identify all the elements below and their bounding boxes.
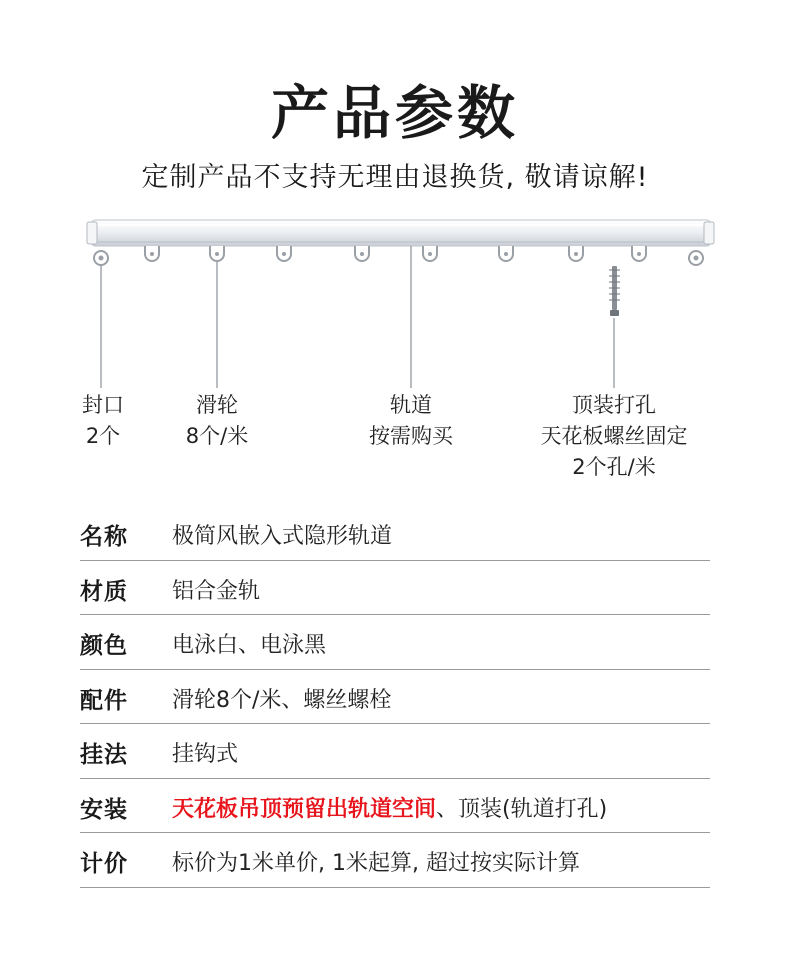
spec-label: 名称 (80, 524, 128, 550)
spec-value: 电泳白、电泳黑 (172, 633, 327, 658)
leader-lines (101, 246, 614, 388)
spec-row-pricing (80, 833, 710, 888)
callout-top-mount-title: 顶装打孔 (572, 393, 656, 417)
callout-track-detail: 按需购买 (369, 424, 453, 448)
callout-end-cap-detail: 2个 (85, 424, 121, 448)
spec-row-hanging (80, 724, 710, 779)
callout-end-cap-title: 封口 (82, 393, 124, 417)
install-rest: 、顶装(轨道打孔) (436, 796, 608, 822)
spec-value: 极简风嵌入式隐形轨道 (172, 524, 393, 549)
spec-label: 安装 (80, 796, 128, 823)
page-subtitle: 定制产品不支持无理由退换货, 敬请谅解! (141, 162, 649, 193)
spec-label: 挂法 (80, 742, 128, 768)
spec-value: 铝合金轨 (172, 578, 261, 604)
screw-icon (609, 266, 620, 316)
spec-value: 标价为1米单价, 1米起算, 超过按实际计算 (172, 851, 580, 876)
spec-value: 挂钩式 (172, 742, 239, 767)
callout-track (351, 390, 471, 452)
callout-end-cap (63, 390, 143, 452)
callout-pulley (167, 390, 267, 452)
spec-value: 滑轮8个/米、螺丝螺栓 (172, 687, 392, 713)
callout-track-title: 轨道 (390, 393, 432, 417)
page-title: 产品参数 (270, 79, 519, 147)
callout-top-mount-detail-2: 2个孔/米 (572, 455, 656, 479)
callout-pulley-title: 滑轮 (196, 393, 238, 417)
spec-table (80, 506, 710, 888)
spec-row-color (80, 615, 710, 670)
callout-top-mount-detail-1: 天花板螺丝固定 (540, 424, 688, 448)
spec-label: 计价 (80, 851, 128, 877)
spec-row-accessories (80, 670, 710, 725)
pulleys (145, 246, 646, 261)
spec-row-install (80, 779, 710, 834)
spec-label: 材质 (80, 578, 128, 605)
callout-top-mount (524, 390, 704, 483)
rail-diagram (0, 200, 790, 400)
callout-pulley-detail: 8个/米 (185, 424, 249, 448)
spec-row-material (80, 561, 710, 616)
spec-label: 配件 (80, 687, 128, 714)
spec-row-name (80, 506, 710, 561)
spec-label: 颜色 (80, 633, 128, 659)
install-highlight: 天花板吊顶预留出轨道空间 (172, 796, 437, 822)
spec-value (172, 792, 607, 823)
